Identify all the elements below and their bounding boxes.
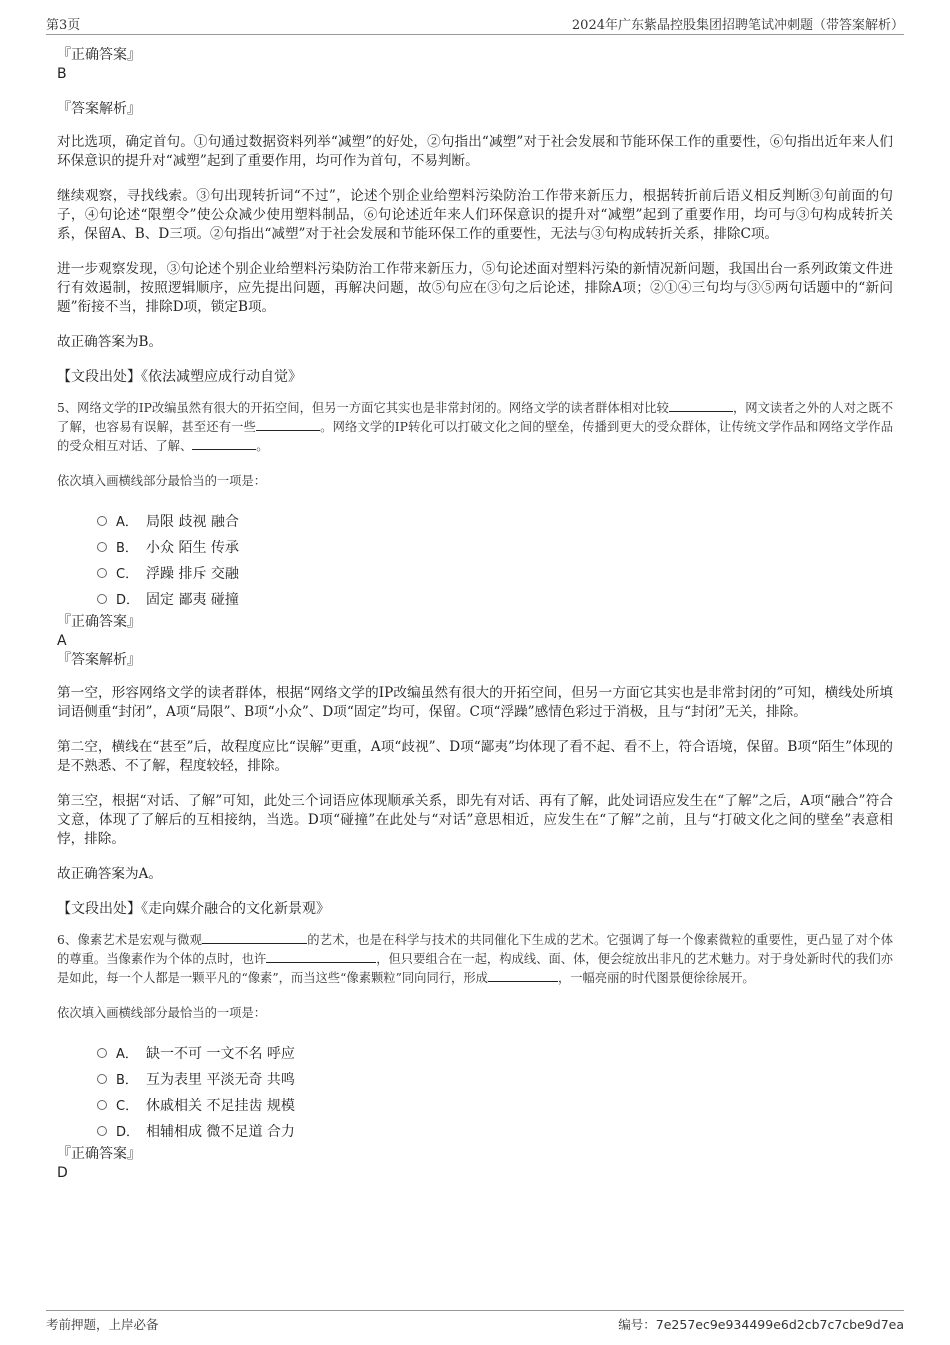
radio-icon[interactable] [97,1048,107,1058]
question-6-stem [57,931,893,988]
option-d[interactable]: D． 固定 鄙夷 碰撞 [97,587,893,613]
fill-blank [256,418,320,431]
correct-answer: D [57,1165,68,1181]
analysis-paragraph: 第三空，根据“对话、了解”可知，此处三个词语应体现顺承关系，即先有对话、再有了解，此处词语应发生在“了解”之后，A项“融合”符合文意，体现了了解后的互相接纳，当选。D项“碰撞”在此处与“对话”意思相近，应发生在“了解”之前，且与“打破文化之间的壁垒”表意相悖，排除。 [57,793,893,847]
page-number: 第3页 [46,18,81,33]
question-text: ，但只要组合在一起，构成线、面、体，便会绽放出非凡的艺术魅力。对于身处新时代的我们亦是如此，每一个人都是一颗平凡的“像素”，而当这些“像素颗粒”同向同行，形成 [57,952,893,985]
analysis-paragraph: 第二空，横线在“甚至”后，故程度应比“误解”更重，A项“歧视”、D项“鄙夷”均体现了看不起、看不上，符合语境，保留。B项“陌生”体现的是不熟悉、不了解，程度较轻，排除。 [57,739,893,774]
document-code: 编号：7e257ec9e934499e6d2cb7c7cbe9d7ea [618,1317,904,1332]
text-source: 【文段出处】《依法减塑应成行动自觉》 [57,369,302,385]
page-header [46,14,904,35]
correct-answer: A [57,633,67,649]
option-c[interactable]: C． 休戚相关 不足挂齿 规模 [97,1093,893,1119]
option-list [57,1041,893,1145]
fill-blank [488,969,558,982]
radio-icon[interactable] [97,1074,107,1084]
answer-heading: 『正确答案』 [57,614,141,630]
document-title: 2024年广东紫晶控股集团招聘笔试冲刺题（带答案解析） [571,18,904,33]
option-b[interactable]: B． 互为表里 平淡无奇 共鸣 [97,1067,893,1093]
answer-heading: 『正确答案』 [57,47,141,63]
question-text: 6、像素艺术是宏观与微观 [57,933,203,947]
analysis-paragraph: 对比选项，确定首句。①句通过数据资料列举“减塑”的好处，②句指出“减塑”对于社会发展和节能环保工作的重要性，⑥句指出近年来人们环保意识的提升对“减塑”起到了重要作用，均可作为首句，不易判断。 [57,134,893,169]
footer-slogan: 考前押题，上岸必备 [46,1317,159,1332]
question-prompt: 依次填入画横线部分最恰当的一项是： [57,1006,267,1020]
question-text: 的艺术，也是在科学与技术的共同催化下生成的艺术。它强调了每一个像素微粒的重要性，更凸显了对个体的尊重。当像素作为个体的点时，也许 [57,933,893,966]
radio-icon[interactable] [97,542,107,552]
question-text: 。 [256,439,269,453]
radio-icon[interactable] [97,568,107,578]
page-content [57,46,893,1183]
radio-icon[interactable] [97,516,107,526]
option-a[interactable]: A． 局限 歧视 融合 [97,509,893,535]
fill-blank [266,950,376,963]
question-5-stem [57,399,893,456]
question-text: 。网络文学的IP转化可以打破文化之间的壁垒，传播到更大的受众群体，让传统文学作品和网络文学作品的受众相互对话、了解、 [57,420,893,453]
option-list [57,509,893,613]
question-text: 5、网络文学的IP改编虽然有很大的开拓空间，但另一方面它其实也是非常封闭的。网络文学的读者群体相对比较 [57,401,669,415]
fill-blank [669,399,733,412]
analysis-paragraph: 进一步观察发现，③句论述个别企业给塑料污染防治工作带来新压力，⑤句论述面对塑料污染的新情况新问题，我国出台一系列政策文件进行有效遏制，按照逻辑顺序，应先提出问题，再解决问题，故⑤句应在③句之后论述，排除A项；②①④三句均与③⑤两句话题中的“新问题”衔接不当，排除D项，锁定B项。 [57,261,893,315]
option-d[interactable]: D． 相辅相成 微不足道 合力 [97,1119,893,1145]
radio-icon[interactable] [97,594,107,604]
analysis-conclusion: 故正确答案为A。 [57,866,162,882]
radio-icon[interactable] [97,1126,107,1136]
correct-answer: B [57,66,67,82]
analysis-heading: 『答案解析』 [57,652,141,668]
fill-blank [202,931,307,944]
analysis-paragraph: 第一空，形容网络文学的读者群体，根据“网络文学的IP改编虽然有很大的开拓空间，但另一方面它其实也是非常封闭的”可知，横线处所填词语侧重“封闭”，A项“局限”、B项“小众”、D项“固定”均可，保留。C项“浮躁”感情色彩过于消极，且与“封闭”无关，排除。 [57,685,893,720]
question-text: ，一幅亮丽的时代图景便徐徐展开。 [557,971,755,985]
option-c[interactable]: C． 浮躁 排斥 交融 [97,561,893,587]
question-prompt: 依次填入画横线部分最恰当的一项是： [57,474,267,488]
analysis-heading: 『答案解析』 [57,101,141,117]
answer-heading: 『正确答案』 [57,1146,141,1162]
page-footer [46,1310,904,1337]
option-a[interactable]: A． 缺一不可 一文不名 呼应 [97,1041,893,1067]
radio-icon[interactable] [97,1100,107,1110]
question-text: ，网文读者之外的人对之既不了解，也容易有误解，甚至还有一些 [57,401,893,434]
option-b[interactable]: B． 小众 陌生 传承 [97,535,893,561]
text-source: 【文段出处】《走向媒介融合的文化新景观》 [57,901,330,917]
analysis-paragraph: 继续观察，寻找线索。③句出现转折词“不过”，论述个别企业给塑料污染防治工作带来新压力，根据转折前后语义相反判断③句前面的句子，④句论述“限塑令”使公众减少使用塑料制品，⑥句论述近年来人们环保意识的提升对“减塑”起到了重要作用，均可与③句构成转折关系，保留A、B、D三项。②句指出“减塑”对于社会发展和节能环保工作的重要性，无法与③句构成转折关系，排除C项。 [57,188,893,242]
fill-blank [192,437,256,450]
analysis-conclusion: 故正确答案为B。 [57,334,163,350]
